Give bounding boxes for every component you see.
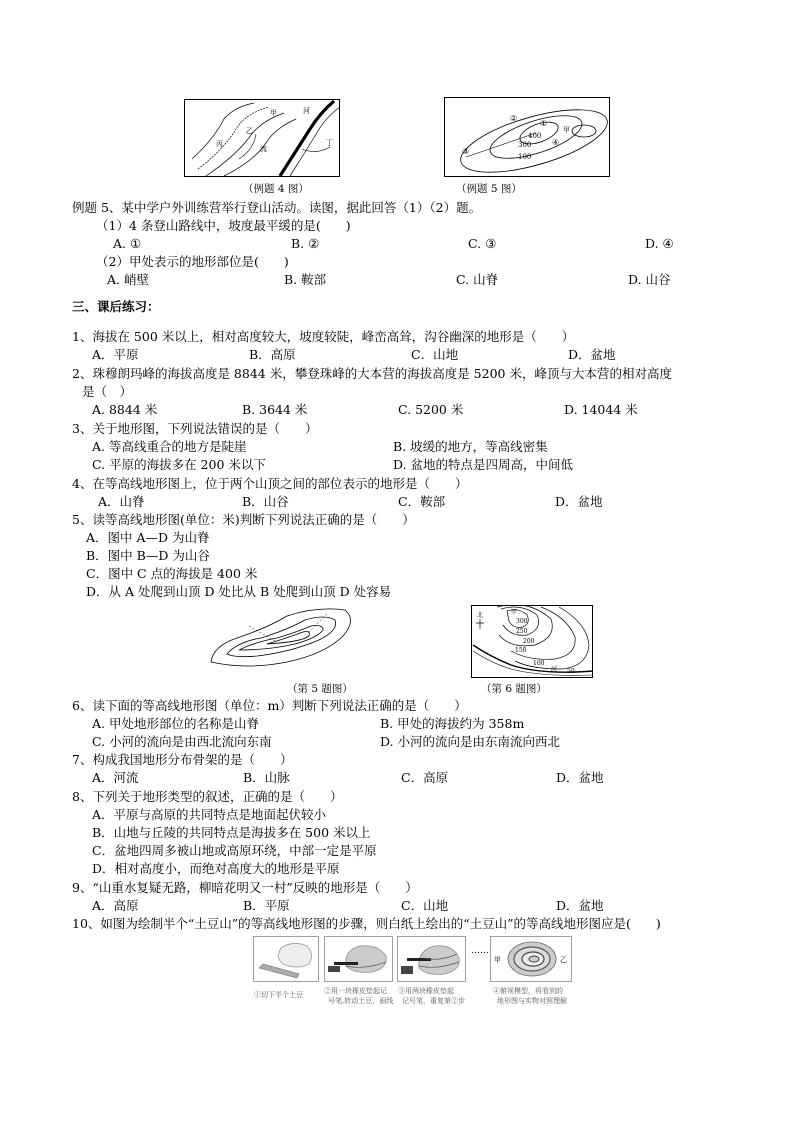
- q5-opt-d: D．从 A 处爬到山顶 D 处比从 B 处爬到山顶 D 处容易: [86, 584, 392, 599]
- map4-label-he: 河: [303, 107, 310, 115]
- q5-caption: （第 5 题图）: [287, 683, 353, 695]
- map4-label-liu: 流: [260, 145, 267, 153]
- q2-stem: 2、珠穆朗玛峰的海拔高度是 8844 米，攀登珠峰的大本营的海拔高度是 5200 米，峰顶与大本营的相对高度: [72, 366, 672, 381]
- q3-opt-c: C. 平原的海拔多在 200 米以下: [92, 457, 266, 472]
- q3-opt-d: D. 盆地的特点是四周高，中间低: [393, 457, 574, 472]
- ex5-stem: 例题 5、某中学户外训练营举行登山活动。读图，据此回答（1）（2）题。: [72, 200, 482, 215]
- map4-label-ding: 丁: [326, 139, 333, 147]
- section-title: 三、课后练习：: [72, 299, 160, 314]
- q2-opt-b: B. 3644 米: [242, 402, 308, 417]
- ex5-q1-opt-a: A. ①: [113, 236, 142, 251]
- map5-label-100: 100: [518, 153, 532, 161]
- q7-opt-b: B．山脉: [243, 770, 290, 785]
- q6-stem: 6、读下面的等高线地形图（单位：m）判断下列说法正确的是（ ）: [72, 698, 467, 713]
- q5-opt-a: A．图中 A—D 为山脊: [86, 530, 210, 545]
- q9-stem: 9、“山重水复疑无路，柳暗花明又一村”反映的地形是（ ）: [72, 880, 418, 895]
- q3-opt-a: A. 等高线重合的地方是陡崖: [92, 439, 247, 454]
- q2-opt-a: A. 8844 米: [92, 402, 158, 417]
- map5-label-400: 400: [528, 132, 542, 140]
- q6-caption: （第 6 题图）: [481, 683, 547, 695]
- q10-step1-caption: ①切下半个土豆: [254, 991, 303, 999]
- q9-opt-c: C．山地: [401, 898, 449, 913]
- q10-step2-caption-l2: 号笔,转动土豆，画线: [328, 997, 394, 1005]
- q10-stem: 10、如图为绘制半个“土豆山”的等高线地形图的步骤，则白纸上绘出的“土豆山”的等高线地形图应是( ): [72, 916, 661, 931]
- q5-opt-b: B．图中 B—D 为山谷: [86, 548, 210, 563]
- ex5-q2: （2）甲处表示的地形部位是( ): [96, 254, 289, 269]
- q5-opt-c: C．图中 C 点的海拔是 400 米: [86, 566, 258, 581]
- q10-step4-caption-l1: ④俯视模型，将看到的: [493, 987, 563, 995]
- q4-opt-c: C．鞍部: [398, 494, 446, 509]
- map5-label-3: ③: [462, 147, 470, 156]
- q1-opt-d: D．盆地: [568, 347, 616, 362]
- q10-step3-caption-l2: 记号笔，重复第②步: [402, 997, 465, 1005]
- q6-opt-a: A. 甲处地形部位的名称是山脊: [92, 716, 259, 731]
- map6-label-100: 100: [533, 660, 545, 667]
- map6-label-200: 200: [523, 638, 535, 645]
- q9-opt-b: B．平原: [243, 898, 290, 913]
- q7-opt-d: D．盆地: [556, 770, 604, 785]
- ex5-q2-opt-c: C. 山脊: [456, 272, 499, 287]
- q1-opt-a: A．平原: [92, 347, 139, 362]
- q6-opt-b: B. 甲处的海拔约为 358m: [380, 716, 525, 731]
- q8-opt-d: D．相对高度小，而绝对高度大的地形是平原: [92, 861, 340, 876]
- ex5-q2-opt-a: A. 峭壁: [107, 272, 149, 287]
- map4-label-bing: 丙: [216, 140, 223, 148]
- map4-label-jia: 甲: [270, 109, 277, 117]
- q3-opt-b: B. 坡缓的地方，等高线密集: [393, 439, 548, 454]
- q10-label-jia: 甲: [494, 956, 501, 964]
- map6-label-150: 150: [515, 647, 527, 654]
- q4-opt-a: A．山脊: [98, 494, 145, 509]
- q6-opt-c: C. 小河的流向是由西北流向东南: [92, 734, 272, 749]
- q8-opt-b: B．山地与丘陵的共同特点是海拔多在 500 米以上: [92, 825, 371, 840]
- map5-label-4: ④: [552, 138, 560, 147]
- q7-opt-c: C．高原: [401, 770, 449, 785]
- q7-opt-a: A．河流: [92, 770, 139, 785]
- map6-label-jia: 甲: [511, 609, 518, 616]
- q8-stem: 8、下列关于地形类型的叙述，正确的是（ ）: [72, 789, 343, 804]
- map5-label-2: ②: [510, 114, 518, 123]
- q9-opt-a: A．高原: [92, 898, 139, 913]
- map5-label-1: ①: [540, 119, 548, 128]
- ex5-q1-opt-d: D. ④: [645, 236, 674, 251]
- q7-stem: 7、构成我国地形分布骨架的是（ ）: [72, 752, 293, 767]
- map5-label-300: 300: [518, 141, 532, 149]
- q10-ellipsis: ……: [471, 946, 489, 956]
- q1-opt-c: C．山地: [411, 347, 459, 362]
- q4-opt-b: B．山谷: [242, 494, 289, 509]
- map6-label-250: 250: [516, 628, 528, 635]
- q10-label-yi: 乙: [560, 956, 567, 964]
- map4-label-yi: 乙: [246, 127, 253, 135]
- map6-label-300: 300: [516, 618, 528, 625]
- map5-label-jia: 甲: [563, 126, 570, 134]
- q6-opt-d: D. 小河的流向是由东南流向西北: [380, 734, 561, 749]
- q10-step3-caption-l1: ③用两块橡皮垫起: [398, 987, 454, 995]
- q4-stem: 4、在等高线地形图上，位于两个山顶之间的部位表示的地形是（ ）: [72, 476, 468, 491]
- ex5-q1: （1）4 条登山路线中，坡度最平缓的是( ): [96, 218, 351, 233]
- map6-label-north: 北: [477, 612, 484, 619]
- q9-opt-d: D．盆地: [556, 898, 604, 913]
- example4-caption: （例题 4 图）: [243, 183, 309, 195]
- q8-opt-c: C．盆地四周多被山地或高原环绕，中部一定是平原: [92, 843, 377, 858]
- map6-label-50: 50: [567, 668, 575, 675]
- q10-step4-caption-l2: 地形图与实物对照理解: [497, 997, 567, 1005]
- q2-opt-c: C. 5200 米: [398, 402, 464, 417]
- ex5-q1-opt-c: C. ③: [468, 236, 497, 251]
- q4-opt-d: D．盆地: [555, 494, 603, 509]
- ex5-q2-opt-b: B. 鞍部: [284, 272, 327, 287]
- ex5-q1-opt-b: B. ②: [291, 236, 320, 251]
- map6-label-river: 河: [551, 666, 558, 673]
- q10-step2-caption-l1: ②用一块橡皮垫起记: [324, 987, 387, 995]
- q1-opt-b: B．高原: [249, 347, 296, 362]
- ex5-q2-opt-d: D. 山谷: [628, 272, 671, 287]
- q8-opt-a: A．平原与高原的共同特点是地面起伏较小: [92, 807, 327, 822]
- q2-opt-d: D. 14044 米: [564, 402, 638, 417]
- q1-stem: 1、海拔在 500 米以上，相对高度较大，坡度较陡，峰峦高耸，沟谷幽深的地形是（ ）: [72, 329, 575, 344]
- q5-stem: 5、读等高线地形图(单位：米)判断下列说法正确的是（ ）: [72, 512, 415, 527]
- example5-caption: （例题 5 图）: [456, 183, 522, 195]
- q2-stem-cont: 是（ ）: [82, 384, 133, 399]
- q3-stem: 3、关于地形图，下列说法错误的是（ ）: [72, 421, 318, 436]
